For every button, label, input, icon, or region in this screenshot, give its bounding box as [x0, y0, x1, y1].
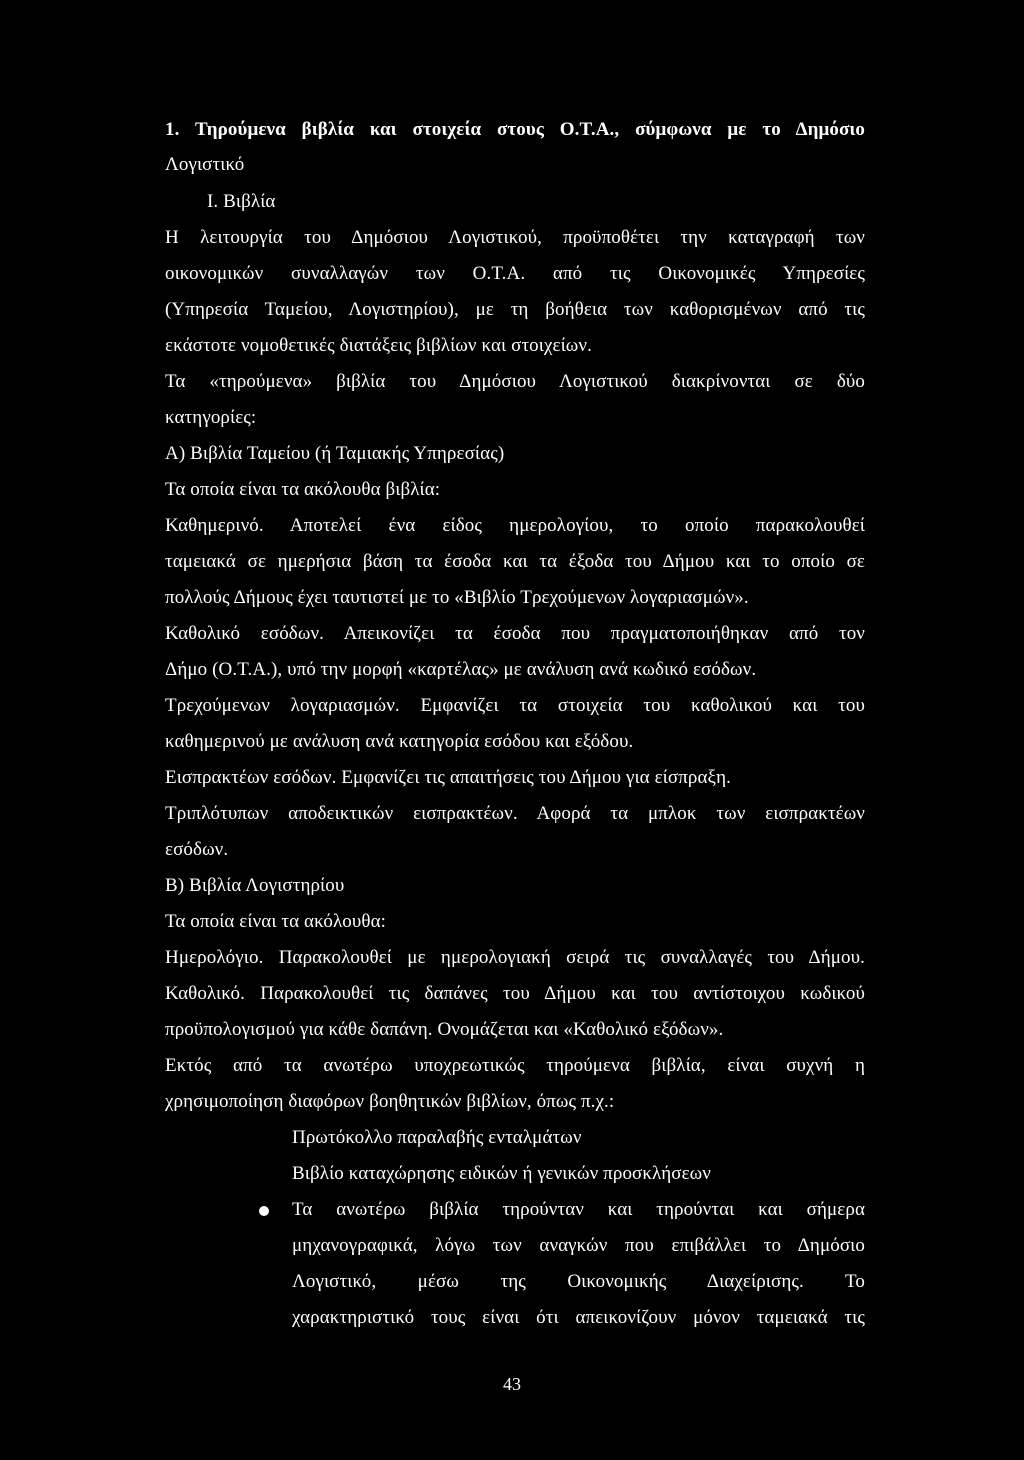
book-description-line: πολλούς Δήμους έχει ταυτιστεί με το «Βιβλίο Τρεχούμενων λογαριασμών». [165, 587, 749, 608]
section-heading: 1. Τηρούμενα βιβλία και στοιχεία στους Ο.Τ.Α., σύμφωνα με το Δημόσιο [165, 119, 865, 140]
book-description-line: καθημερινού με ανάλυση ανά κατηγορία εσόδου και εξόδου. [165, 731, 634, 752]
bullet-paragraph-line: Λογιστικό, μέσω της Οικονομικής Διαχείρισης. Το [292, 1271, 865, 1292]
bullet-paragraph-line: χαρακτηριστικό τους είναι ότι απεικονίζουν μόνον ταμειακά τις [292, 1307, 865, 1328]
subsection-heading: Ι. Βιβλία [207, 191, 276, 212]
paragraph-line: κατηγορίες: [165, 407, 257, 428]
paragraph-line: Τα «τηρούμενα» βιβλία του Δημόσιου Λογιστικού διακρίνονται σε δύο [165, 371, 865, 392]
book-description-line: προϋπολογισμού για κάθε δαπάνη. Ονομάζεται και «Καθολικό εξόδων». [165, 1019, 724, 1040]
category-a-heading: Α) Βιβλία Ταμείου (ή Ταμιακής Υπηρεσίας) [165, 443, 505, 464]
paragraph-line: Τα οποία είναι τα ακόλουθα: [165, 911, 387, 932]
paragraph-line: εκάστοτε νομοθετικές διατάξεις βιβλίων και στοιχείων. [165, 335, 592, 356]
section-heading-continued: Λογιστικό [165, 154, 245, 175]
paragraph-line: χρησιμοποίηση διαφόρων βοηθητικών βιβλίων, όπως π.χ.: [165, 1091, 615, 1112]
paragraph-line: Η λειτουργία του Δημόσιου Λογιστικού, προϋποθέτει την καταγραφή των [165, 227, 865, 248]
book-description-line: Ημερολόγιο. Παρακολουθεί με ημερολογιακή σειρά τις συναλλαγές του Δήμου. [165, 947, 865, 968]
paragraph-line: (Υπηρεσία Ταμείου, Λογιστηρίου), με τη βοήθεια των καθορισμένων από τις [165, 299, 865, 320]
paragraph-line: Τα οποία είναι τα ακόλουθα βιβλία: [165, 479, 441, 500]
bullet-paragraph-line: μηχανογραφικά, λόγω των αναγκών που επιβάλλει το Δημόσιο [292, 1235, 865, 1256]
book-description-line: Καθολικό εσόδων. Απεικονίζει τα έσοδα που πραγματοποιήθηκαν από τον [165, 623, 865, 644]
book-description-line: Εισπρακτέων εσόδων. Εμφανίζει τις απαιτήσεις του Δήμου για είσπραξη. [165, 767, 732, 788]
book-description-line: Τριπλότυπων αποδεικτικών εισπρακτέων. Αφορά τα μπλοκ των εισπρακτέων [165, 803, 865, 824]
book-description-line: ταμειακά σε ημερήσια βάση τα έσοδα και τα έξοδα του Δήμου και το οποίο σε [165, 551, 865, 572]
auxiliary-book-item: Βιβλίο καταχώρησης ειδικών ή γενικών προσκλήσεων [292, 1163, 711, 1184]
book-description-line: εσόδων. [165, 839, 229, 860]
bullet-icon [259, 1206, 269, 1216]
book-description-line: Καθημερινό. Αποτελεί ένα είδος ημερολογίου, το οποίο παρακολουθεί [165, 515, 865, 536]
paragraph-line: οικονομικών συναλλαγών των Ο.Τ.Α. από τις Οικονομικές Υπηρεσίες [165, 263, 865, 284]
category-b-heading: Β) Βιβλία Λογιστηρίου [165, 875, 345, 896]
paragraph-line: Εκτός από τα ανωτέρω υποχρεωτικώς τηρούμενα βιβλία, είναι συχνή η [165, 1055, 865, 1076]
book-description-line: Καθολικό. Παρακολουθεί τις δαπάνες του Δήμου και του αντίστοιχου κωδικού [165, 983, 865, 1004]
book-description-line: Τρεχούμενων λογαριασμών. Εμφανίζει τα στοιχεία του καθολικού και του [165, 695, 865, 716]
book-description-line: Δήμο (Ο.Τ.Α.), υπό την μορφή «καρτέλας» με ανάλυση ανά κωδικό εσόδων. [165, 659, 757, 680]
bullet-paragraph-line: Τα ανωτέρω βιβλία τηρούνταν και τηρούνται και σήμερα [292, 1199, 865, 1220]
auxiliary-book-item: Πρωτόκολλο παραλαβής ενταλμάτων [292, 1127, 582, 1148]
page-number: 43 [503, 1374, 521, 1394]
